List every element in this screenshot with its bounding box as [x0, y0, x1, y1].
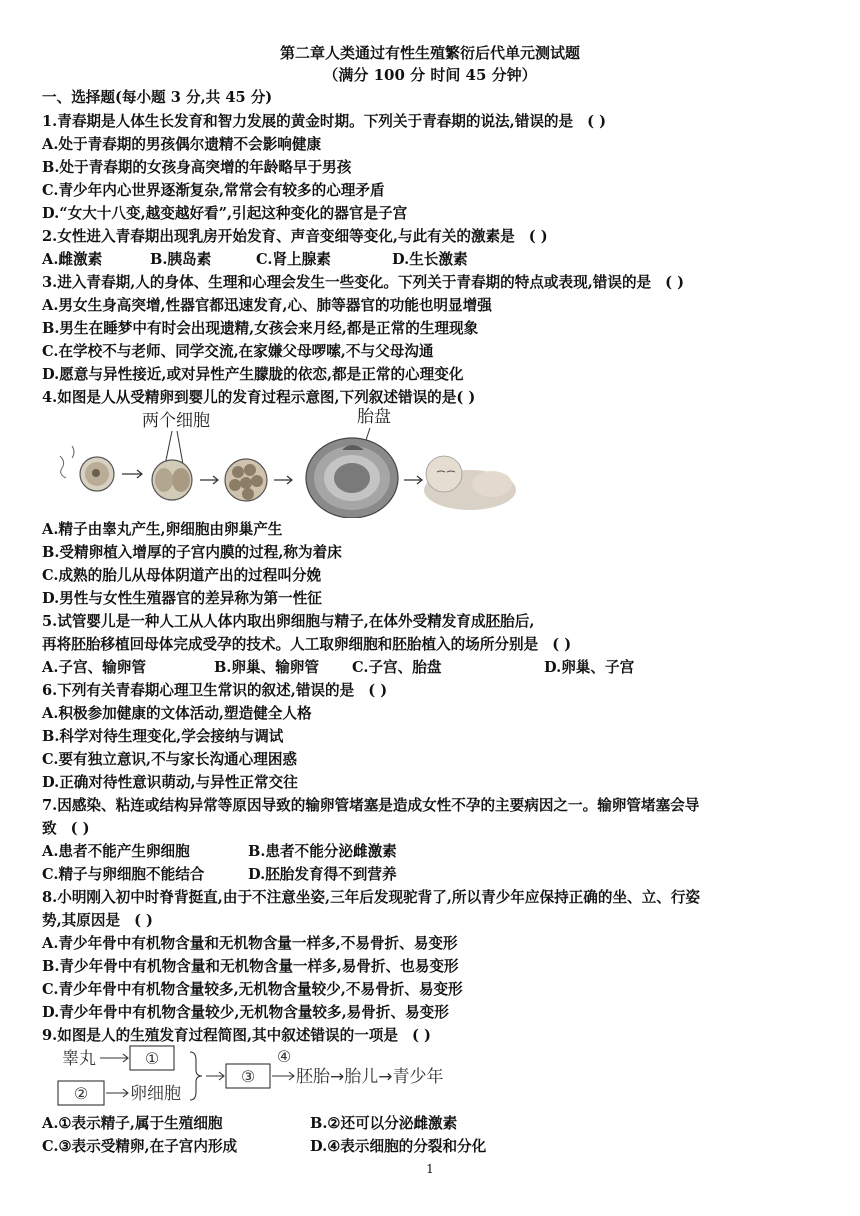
q3-option-a: A.男女生身高突增,性器官都迅速发育,心、肺等器官的功能也明显增强 [42, 297, 492, 314]
diagram-box-3-label: ③ [240, 1067, 256, 1086]
q1-answer-blank[interactable]: ( ) [587, 113, 607, 130]
diagram-testis-label: 睾丸 [62, 1049, 96, 1069]
q9-option-a: A.①表示精子,属于生殖细胞 [42, 1115, 223, 1132]
q8-stem-line2: 势,其原因是 ( ) [42, 912, 153, 929]
q7-options-row1 [42, 842, 832, 862]
fertilized-egg-icon [80, 457, 114, 491]
q9-answer-blank[interactable]: ( ) [411, 1027, 431, 1044]
q9-option-b: B.②还可以分泌雌激素 [310, 1115, 458, 1132]
baby-icon [424, 456, 516, 510]
diagram-development-chain: 胚胎→胎儿→青少年 [296, 1067, 444, 1087]
q8-option-a: A.青少年骨中有机物含量和无机物含量一样多,不易骨折、易变形 [42, 935, 458, 952]
q6-option-c: C.要有独立意识,不与家长沟通心理困惑 [42, 751, 298, 768]
q3-option-b: B.男生在睡梦中有时会出现遗精,女孩会来月经,都是正常的生理现象 [42, 320, 479, 337]
q5-option-b: B.卵巢、输卵管 [214, 659, 319, 676]
q3-option-c: C.在学校不与老师、同学交流,在家嫌父母啰嗦,不与父母沟通 [42, 343, 434, 360]
q2-options [42, 250, 832, 270]
q2-answer-blank[interactable]: ( ) [528, 228, 548, 245]
q7-option-c: C.精子与卵细胞不能结合 [42, 866, 205, 883]
sperm-tail [60, 456, 66, 478]
q2-option-c: C.肾上腺素 [256, 251, 331, 268]
diagram-egg-label: 卵细胞 [130, 1084, 181, 1104]
q9-stem: 9.如图是人的生殖发育过程简图,其中叙述错误的一项是 ( ) [42, 1027, 431, 1044]
q8-option-d: D.青少年骨中有机物含量较少,无机物含量较多,易骨折、易变形 [42, 1004, 449, 1021]
q1-option-c: C.青少年内心世界逐渐复杂,常常会有较多的心理矛盾 [42, 182, 385, 199]
q1-stem: 1.青春期是人体生长发育和智力发展的黄金时期。下列关于青春期的说法,错误的是 ( ) [42, 113, 607, 130]
q5-stem-line2: 再将胚胎移植回母体完成受孕的技术。人工取卵细胞和胚胎植入的场所分别是 ( ) [42, 636, 572, 653]
q2-option-d: D.生长激素 [392, 251, 468, 268]
q5-stem-line1: 5.试管婴儿是一种人工从人体内取出卵细胞与精子,在体外受精发育成胚胎后, [42, 613, 535, 630]
q9-options-row1 [42, 1114, 832, 1134]
q2-option-a: A.雌激素 [42, 251, 103, 268]
q7-stem-line1: 7.因感染、粘连或结构异常等原因导致的输卵管堵塞是造成女性不孕的主要病因之一。输卵管堵塞会导 [42, 797, 700, 814]
q1-option-d: D.“女大十八变,越变越好看”,引起这种变化的器官是子宫 [42, 205, 408, 222]
q1-option-b: B.处于青春期的女孩身高突增的年龄略早于男孩 [42, 159, 352, 176]
q5-option-c: C.子宫、胎盘 [352, 659, 442, 676]
q5-answer-blank[interactable]: ( ) [552, 636, 572, 653]
reproduction-flow-diagram [56, 1044, 496, 1110]
q4-option-b: B.受精卵植入增厚的子宫内膜的过程,称为着床 [42, 544, 342, 561]
q9-options-row2 [42, 1137, 832, 1157]
q8-answer-blank[interactable]: ( ) [134, 912, 153, 929]
q4-option-d: D.男性与女性生殖器官的差异称为第一性征 [42, 590, 322, 607]
q8-option-c: C.青少年骨中有机物含量较多,无机物含量较少,不易骨折、易变形 [42, 981, 463, 998]
diagram-box-2-label: ② [73, 1084, 89, 1103]
q6-option-b: B.科学对待生理变化,学会接纳与调试 [42, 728, 284, 745]
q9-option-c: C.③表示受精卵,在子宫内形成 [42, 1138, 238, 1155]
two-cell-embryo-icon [152, 460, 192, 500]
q7-option-b: B.患者不能分泌雌激素 [248, 843, 397, 860]
q7-options-row2 [42, 865, 832, 885]
q7-answer-blank[interactable]: ( ) [70, 820, 90, 837]
q6-option-a: A.积极参加健康的文体活动,塑造健全人格 [42, 705, 312, 722]
q4-stem: 4.如图是人从受精卵到婴儿的发育过程示意图,下列叙述错误的是( ) [42, 389, 476, 406]
page-number: 1 [426, 1162, 434, 1176]
q6-option-d: D.正确对待性意识萌动,与异性正常交往 [42, 774, 298, 791]
multi-cell-embryo-icon [225, 459, 267, 501]
q3-option-d: D.愿意与异性接近,或对异性产生朦胧的依恋,都是正常的心理变化 [42, 366, 464, 383]
q3-stem: 3.进入青春期,人的身体、生理和心理会发生一些变化。下列关于青春期的特点或表现,错误的是 ( ) [42, 274, 685, 291]
q5-option-d: D.卵巢、子宫 [544, 659, 635, 676]
label-two-cells: 两个细胞 [142, 411, 210, 431]
diagram-brace [190, 1052, 202, 1100]
q6-answer-blank[interactable]: ( ) [368, 682, 388, 699]
embryo-development-figure [52, 406, 522, 518]
q3-answer-blank[interactable]: ( ) [665, 274, 685, 291]
uterus-placenta-icon [306, 438, 398, 518]
q4-option-c: C.成熟的胎儿从母体阴道产出的过程叫分娩 [42, 567, 322, 584]
q4-option-a: A.精子由睾丸产生,卵细胞由卵巢产生 [42, 521, 283, 538]
q5-option-a: A.子宫、输卵管 [42, 659, 146, 676]
page-title: 第二章人类通过有性生殖繁衍后代单元测试题 [279, 44, 580, 62]
q1-option-a: A.处于青春期的男孩偶尔遗精不会影响健康 [42, 136, 322, 153]
q2-option-b: B.胰岛素 [150, 251, 212, 268]
q9-option-d: D.④表示细胞的分裂和分化 [310, 1138, 487, 1155]
q2-stem: 2.女性进入青春期出现乳房开始发育、声音变细等变化,与此有关的激素是 ( ) [42, 228, 548, 245]
section-heading: 一、选择题(每小题 3 分,共 45 分) [42, 89, 273, 106]
diagram-step-4-label: ④ [276, 1047, 292, 1066]
q8-stem-line1: 8.小明刚入初中时脊背挺直,由于不注意坐姿,三年后发现驼背了,所以青少年应保持正确的坐、立、行姿 [42, 889, 701, 906]
q5-options [42, 658, 832, 678]
label-placenta: 胎盘 [357, 407, 391, 427]
diagram-box-1-label: ① [144, 1049, 160, 1068]
page-subtitle: （满分 100 分 时间 45 分钟） [323, 66, 537, 84]
q8-option-b: B.青少年骨中有机物含量和无机物含量一样多,易骨折、也易变形 [42, 958, 459, 975]
q6-stem: 6.下列有关青春期心理卫生常识的叙述,错误的是 ( ) [42, 682, 388, 699]
q7-option-a: A.患者不能产生卵细胞 [42, 843, 190, 860]
q7-stem-line2: 致 ( ) [42, 820, 90, 837]
q7-option-d: D.胚胎发育得不到营养 [248, 866, 397, 883]
